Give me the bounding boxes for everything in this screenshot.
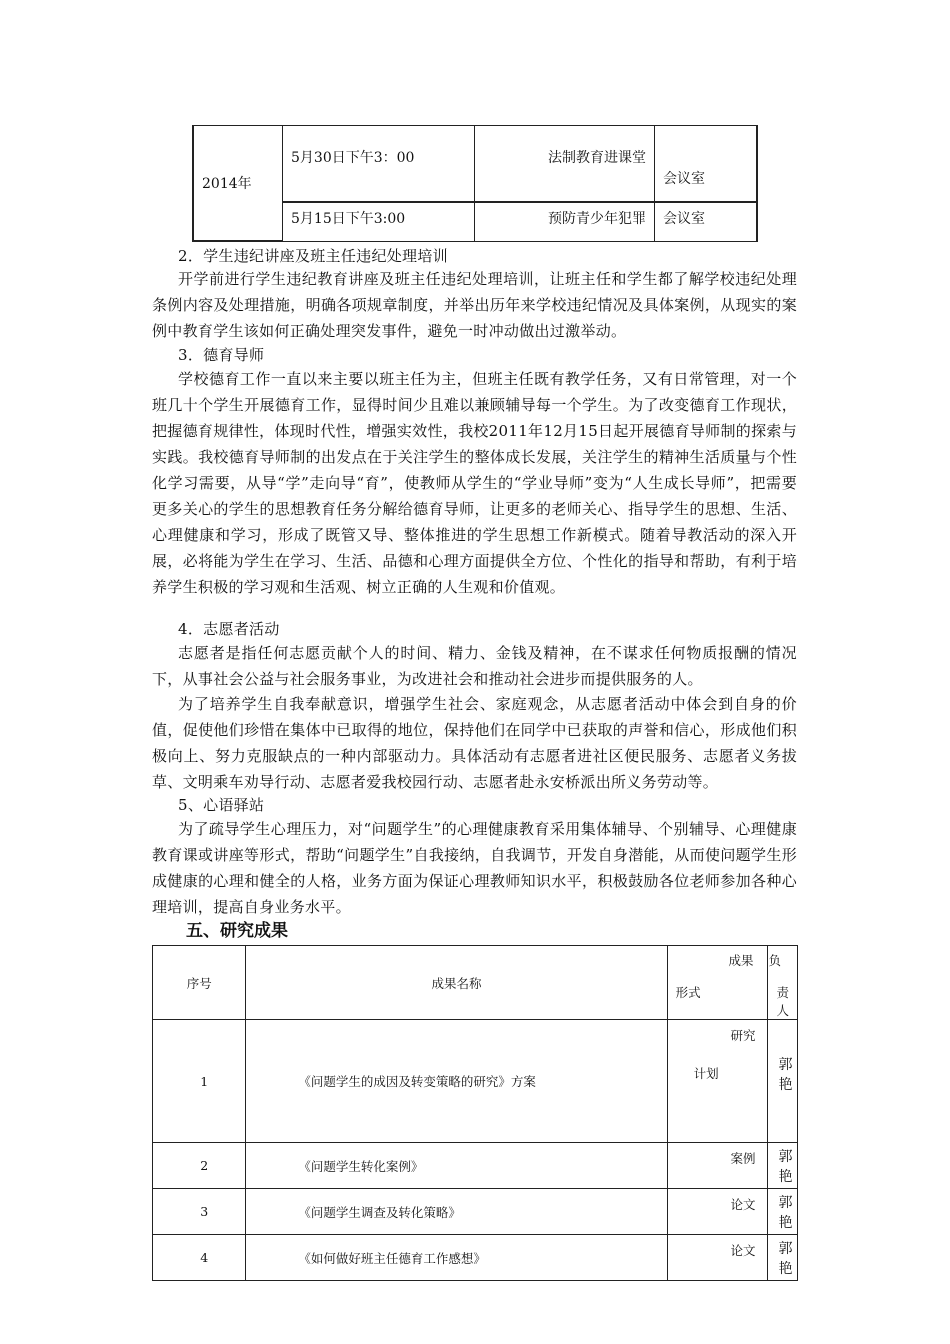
table-row xyxy=(153,1020,798,1143)
paragraph: 学校德育工作一直以来主要以班主任为主，但班主任既有教学任务，又有日常管理，对一个班几十个学生开展德育工作，显得时间少且难以兼顾辅导每一个学生。为了改变德育工作现状，把握德育规律性，体现时代性，增强实效性，我校2011年12月15日起开展德育导师制的探索与实践。我校德育导师制的出发点在于关注学生的整体成长发展，关注学生的精神生活质量与个性化学习需要，从导“学”走向导“育”，使教师从学生的“学业导师”变为“人生成长导师”，把需要更多关心的学生的思想教育任务分解给德育导师，让更多的老师关心、指导学生的思想、生活、心理健康和学习，形成了既管又导、整体推进的学生思想工作新模式。随着导教活动的深入开展，必将能为学生在学习、生活、品德和心理方面提供全方位、个性化的指导和帮助，有利于培养学生积极的学习观和生活观、树立正确的人生观和价值观。 xyxy=(152,370,797,596)
date-cell: 5月15日下午3:00 xyxy=(283,202,475,241)
header-form-top: 成果 xyxy=(728,953,754,968)
results-table xyxy=(152,945,798,1281)
row-form: 研究 计划 xyxy=(667,1020,768,1143)
row-resp: 郭艳 xyxy=(768,1143,798,1189)
topic-cell: 法制教育进课堂 xyxy=(475,126,655,202)
date-cell: 5月30日下午3：00 xyxy=(283,126,475,202)
header-no: 序号 xyxy=(153,946,246,1020)
table-row xyxy=(153,1235,798,1281)
table-header-row xyxy=(153,946,798,1020)
paragraph: 志愿者是指任何志愿贡献个人的时间、精力、金钱及精神，在不谋求任何物质报酬的情况下，从事社会公益与社会服务事业，为改进社会和推动社会进步而提供服务的人。 xyxy=(152,644,797,688)
year-cell: 2014年 xyxy=(193,126,283,242)
section-heading: 3．德育导师 xyxy=(178,346,265,364)
row-name: 《问题学生转化案例》 xyxy=(246,1143,667,1189)
header-form xyxy=(667,946,768,1020)
section-heading: 2．学生违纪讲座及班主任违纪处理培训 xyxy=(178,247,448,265)
header-resp xyxy=(768,946,798,1020)
header-resp-top: 负 xyxy=(768,953,781,968)
paragraph: 为了培养学生自我奉献意识，增强学生社会、家庭观念，从志愿者活动中体会到自身的价值，促使他们珍惜在集体中已取得的地位，保持他们在同学中已获取的声誉和信心，形成他们积极向上、努力克服缺点的一种内部驱动力。具体活动有志愿者进社区便民服务、志愿者义务拔草、文明乘车劝导行动、志愿者爱我校园行动、志愿者赴永安桥派出所义务劳动等。 xyxy=(152,695,797,791)
table-row xyxy=(153,1189,798,1235)
row-name: 《问题学生调查及转化策略》 xyxy=(246,1189,667,1235)
table-row xyxy=(153,1143,798,1189)
schedule-table xyxy=(192,125,758,242)
section-heading: 4．志愿者活动 xyxy=(178,620,280,638)
header-name: 成果名称 xyxy=(246,946,667,1020)
paragraph: 开学前进行学生违纪教育讲座及班主任违纪处理培训，让班主任和学生都了解学校违纪处理条例内容及处理措施，明确各项规章制度，并举出历年来学校违纪情况及具体案例，从现实的案例中教育学生该如何正确处理突发事件，避免一时冲动做出过激举动。 xyxy=(152,270,797,340)
row-no: 2 xyxy=(153,1143,246,1189)
place-cell: 会议室 xyxy=(655,202,758,241)
section-heading: 5、心语驿站 xyxy=(178,796,265,814)
row-no: 3 xyxy=(153,1189,246,1235)
row-resp: 郭艳 xyxy=(768,1020,798,1143)
topic-cell: 预防青少年犯罪 xyxy=(475,202,655,241)
header-form-bottom: 形式 xyxy=(675,985,701,1000)
row-name: 《问题学生的成因及转变策略的研究》方案 xyxy=(246,1020,667,1143)
row-resp: 郭艳 xyxy=(768,1189,798,1235)
results-title: 五、研究成果 xyxy=(186,921,288,941)
header-resp-bottom: 责人 xyxy=(776,985,789,1018)
table-row xyxy=(193,126,757,202)
row-no: 1 xyxy=(153,1020,246,1143)
row-resp: 郭艳 xyxy=(768,1235,798,1281)
row-no: 4 xyxy=(153,1235,246,1281)
row-name: 《如何做好班主任德育工作感想》 xyxy=(246,1235,667,1281)
place-cell: 会议室 xyxy=(655,126,758,202)
row-form: 案例 xyxy=(667,1143,768,1189)
paragraph: 为了疏导学生心理压力，对“问题学生”的心理健康教育采用集体辅导、个别辅导、心理健康教育课或讲座等形式，帮助“问题学生”自我接纳，自我调节，开发自身潜能，从而使问题学生形成健康的心理和健全的人格，业务方面为保证心理教师知识水平，积极鼓励各位老师参加各种心理培训，提高自身业务水平。 xyxy=(152,820,797,916)
row-form: 论文 xyxy=(667,1235,768,1281)
row-form: 论文 xyxy=(667,1189,768,1235)
